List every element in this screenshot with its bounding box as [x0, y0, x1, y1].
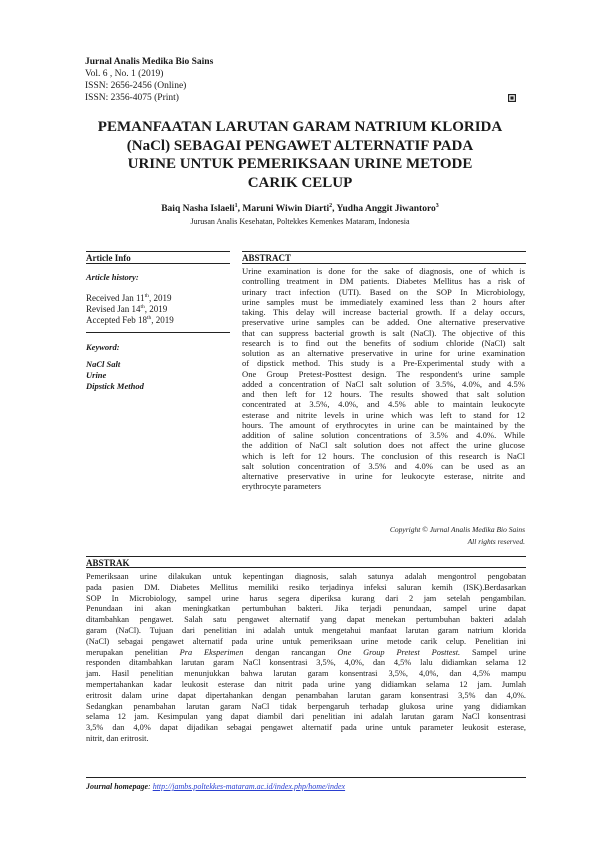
text-line: pada pasien DM. Diabetes Mellitus memiliki resiko terjadinya infeksi saluran kemih (ISK).Berdasarkan [86, 582, 526, 592]
issn-online: ISSN: 2656-2456 (Online) [85, 81, 187, 91]
text-line: nitrit, dan eritrosit. [86, 733, 149, 743]
text-line: Urine examination is done for the sake of diagnosis, one of which is [242, 266, 525, 276]
text-line: preservative urine samples can be added. One alternative preservative [242, 317, 525, 328]
text-line: alternative preservative in urine for leukocyte esterase, nitrite and [242, 471, 525, 481]
text-line: urine samples must be immediately examined less than 2 hours after [242, 296, 525, 307]
title-line: PEMANFAATAN LARUTAN GARAM NATRIUM KLORIDA [97, 119, 503, 135]
text-line: mempertahankan kadar leukosit esterase dan nitrit pada urine yang didiamkan selama 12 jam. Jumlah [86, 679, 526, 689]
journal-homepage: Journal homepage: http://jambs.poltekkes-mataram.ac.id/index.php/home/index [86, 782, 346, 791]
text-line: that can suppress bacterial growth is salt (NaCl). The objective of this [242, 327, 525, 338]
text-line: which is left for 12 hours. The conclusion of this research is NaCl [242, 450, 525, 461]
accepted-date: Accepted Feb 18th, 2019 [86, 315, 174, 325]
keyword: Urine [86, 370, 107, 380]
issn-print: ISSN: 2356-4075 (Print) [85, 93, 179, 103]
text-line: erythrocyte parameters [242, 481, 321, 492]
text-line: SOP In Microbiology, sampel urine harus segera diperiksa kurang dari 2 jam setelah pengambilan. [86, 593, 526, 603]
rights-reserved: All rights reserved. [467, 537, 525, 546]
text-line: One Group Pretest-Posttest design. The respondent's urine sample [242, 368, 525, 379]
divider [86, 263, 230, 264]
author-name: Maruni Wiwin Diarti [242, 204, 330, 215]
homepage-link[interactable]: http://jambs.poltekkes-mataram.ac.id/index.php/home/index [152, 782, 346, 791]
affiliation: Jurusan Analis Kesehatan, Poltekkes Kemenkes Mataram, Indonesia [190, 217, 410, 226]
text-line: and then left for 12 hours. The results showed that salt solution [242, 389, 525, 399]
text-line: esterase and nitrite levels in urine which was left to stand for 12 [242, 409, 525, 420]
abstrak-body [86, 572, 526, 745]
text-line: research is to find out the benefits of sodium chloride (NaCl) salt [242, 337, 525, 348]
article-info-heading: Article Info [86, 253, 131, 263]
abstrak-heading: ABSTRAK [86, 558, 130, 568]
journal-volume: Vol. 6 , No. 1 (2019) [85, 69, 164, 79]
keyword-list [86, 359, 144, 392]
text-line: Pemeriksaan urine dilakukan untuk kepentingan diagnosis, salah satunya adalah mengontrol pengobatan [86, 572, 526, 581]
text-line: 3,5% dan 4,0% dapat dijadikan sebagai pengawet alternatif pada urine untuk parameter leukosit esterase, [86, 723, 526, 733]
text-line: responden ditambahkan larutan garam NaCl konsentrasi 3,5%, 4,0%, dan 4,5% lalu didiamkan selama 12 [86, 658, 526, 668]
text-line: salt solution concentration of 3.5% and 4.0% can be used as an [242, 460, 525, 471]
text-line: jam. Hasil penelitian menunjukkan bahwa larutan garam konsentrasi 3,5%, 4,0%, dan 4,5% mampu [86, 669, 526, 679]
text-line: selama 12 jam. Kesimpulan yang dapat diambil dari penelitian ini adalah larutan garam NaCl konsentrasi [86, 712, 526, 722]
divider [86, 332, 230, 333]
text-line: the addition of NaCl salt solution does not affect the urine glucose [242, 440, 525, 451]
divider [242, 251, 526, 252]
text-line: urinary tract infection (UTI). Based on the SOP In Microbiology, [242, 286, 525, 297]
text-line: ditambahkan pengawet. Salah satu pengawet alternatif yang dapat menekan pertumbuhan bakteri adalah [86, 615, 526, 625]
homepage-label: Journal homepage [86, 782, 149, 791]
title-line: (NaCl) SEBAGAI PENGAWET ALTERNATIF PADA [126, 137, 474, 154]
divider [242, 263, 526, 264]
text-line: Penundaan ini akan meningkatkan pertumbuhan bakteri. Jika terjadi penundaan, sampel urine dapat [86, 604, 526, 614]
text-line: merupakan penelitian Pra Eksperimen dengan rancangan One Group Pretest Posttest. Sampel urine [86, 647, 527, 657]
article-history-label: Article history: [86, 272, 139, 282]
author-name: Yudha Anggit Jiwantoro [336, 204, 436, 215]
keyword: NaCl Salt [86, 359, 121, 369]
text-line: Sedangkan penambahan larutan garam NaCl tidak berpengaruh terhadap glukosa urine yang didiamkan [86, 701, 526, 711]
divider [86, 777, 526, 778]
divider [86, 251, 230, 252]
text-line: (NaCl) sebagai pengawet alternatif pada urine untuk pemeriksaan urine metode carik celup. Penelitian ini [86, 636, 526, 646]
revised-date: Revised Jan 14th, 2019 [86, 304, 168, 314]
title-line: CARIK CELUP [247, 174, 353, 191]
received-date: Received Jan 11th, 2019 [86, 293, 172, 303]
copyright-line: Copyright © Jurnal Analis Medika Bio Sains [389, 525, 525, 534]
divider [86, 556, 526, 557]
small-square-icon [508, 94, 516, 102]
keyword-label: Keyword: [86, 342, 120, 352]
text-line: controlling treatment in DM patients. Diabetes Mellitus has a risk of [242, 276, 525, 287]
text-line: eritrosit dalam urine dapat dipertahankan dengan penambahan larutan garam konsentrasi 3,5% dan 4,0%. [86, 690, 526, 700]
keyword: Dipstick Method [86, 381, 144, 391]
text-line: added a concentration of NaCl salt solution of 3.5%, 4.0%, and 4.5% [242, 378, 525, 389]
divider [86, 567, 526, 568]
text-line: hours. The amount of erythrocytes in urine can be maintained by the [242, 419, 525, 430]
text-line: solution as an alternative preservative in urine for urine examination [242, 348, 525, 358]
text-line: taking. This delay will increase bacterial growth. If a delay occurs, [242, 307, 525, 317]
abstract-heading: ABSTRACT [242, 253, 292, 263]
text-line: addition of saline solution concentrations of 3.5% and 4.0%. While [242, 430, 525, 440]
abstract-body [242, 266, 525, 492]
journal-name: Jurnal Analis Medika Bio Sains [85, 57, 214, 67]
paper-title [70, 118, 530, 192]
text-line: of dipstick method. This study is a Pre-Experimental study with a [242, 358, 525, 369]
author-list: Baiq Nasha Islaeli$^1$, Maruni Wiwin Diarti$^2$, Yudha Anggit Jiwantoro$^3$ [161, 203, 439, 215]
text-line: concentrated at 3.5%, 4.0%, and 4.5% able to maintain leukocyte [242, 399, 525, 410]
text-line: garam (NaCl). Tujuan dari penelitian ini adalah untuk mengetahui manfaat larutan garam natrium klorida [86, 625, 526, 635]
title-line: URINE UNTUK PEMERIKSAAN URINE METODE [127, 156, 473, 172]
author-name: Baiq Nasha Islaeli [161, 204, 235, 215]
